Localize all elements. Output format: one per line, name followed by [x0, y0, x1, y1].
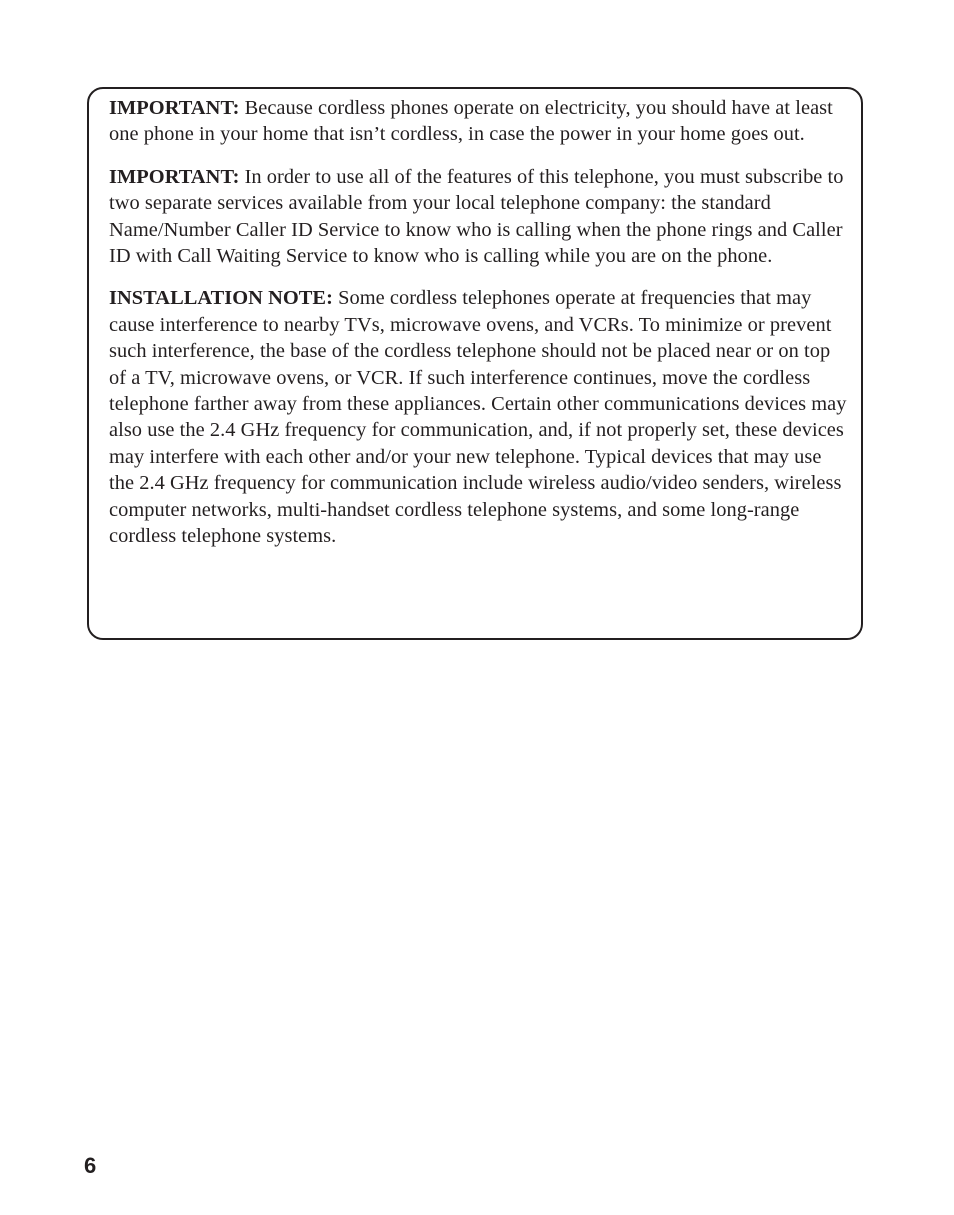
notice-box	[87, 87, 863, 640]
notice-text: In order to use all of the features of this telephone, you must subscribe to two separate services available from your local telephone company: the standard Name/Number Caller ID Service to know who is calling when the phone rings and Caller ID with Call Waiting Service to know who is calling while you are on the phone.	[109, 165, 844, 268]
notice-label: INSTALLATION NOTE:	[109, 287, 333, 310]
notice-text: Some cordless telephones operate at frequencies that may cause interference to nearby TVs, microwave ovens, and VCRs. To minimize or prevent such interference, the base of the cordless telephone should not be placed near or on top of a TV, microwave ovens, or VCR. If such interference continues, move the cordless telephone farther away from these appliances. Certain other communications devices may also use the 2.4 GHz frequency for communication, and, if not properly set, these devices may interfere with each other and/or your new telephone. Typical devices that may use the 2.4 GHz frequency for communication include wireless audio/video senders, wireless computer networks, multi-handset cordless telephone systems, and some long-range cordless telephone systems.	[109, 287, 847, 548]
installation-note	[109, 285, 851, 549]
notice-label: IMPORTANT:	[109, 97, 240, 119]
notice-label: IMPORTANT:	[109, 165, 240, 188]
important-power-notice	[109, 95, 851, 148]
notice-text: Because cordless phones operate on electricity, you should have at least one phone in your home that isn’t cordless, in case the power in your home goes out.	[109, 97, 833, 146]
important-caller-id-notice	[109, 164, 851, 270]
page-number: 6	[84, 1153, 97, 1178]
